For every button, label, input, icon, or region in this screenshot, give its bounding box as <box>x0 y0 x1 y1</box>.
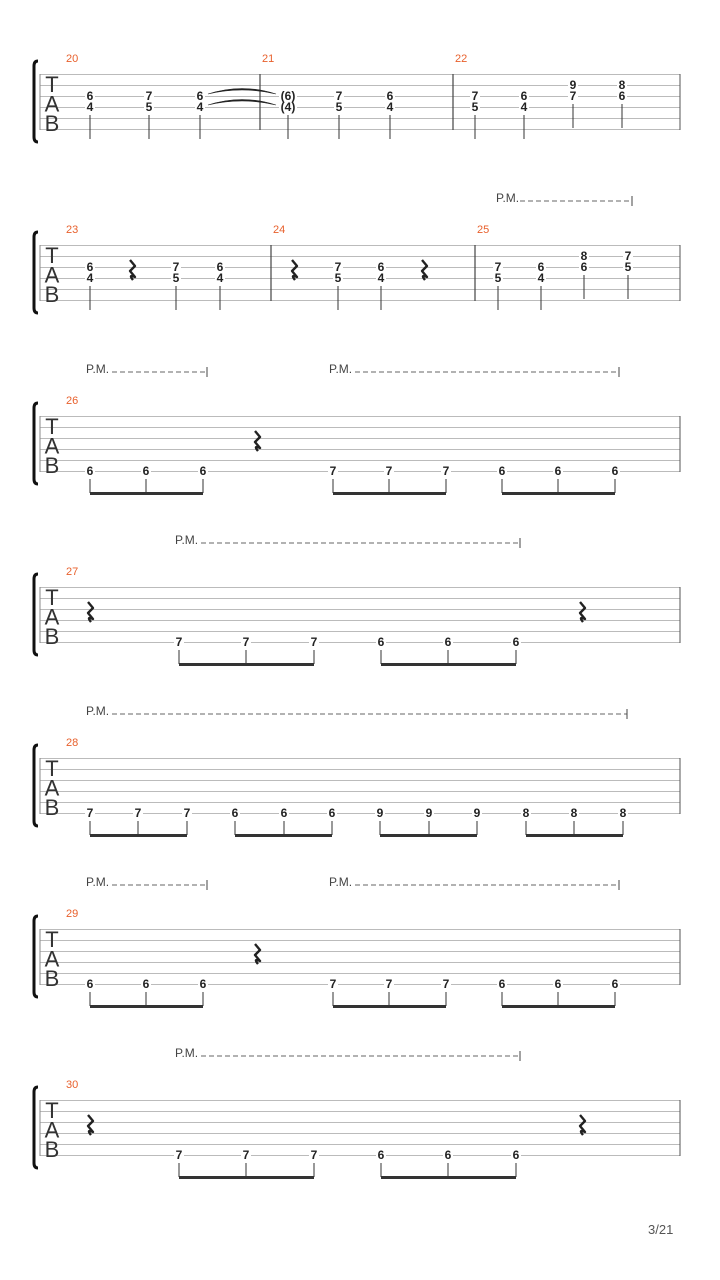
tab-clef-letter: B <box>44 1137 60 1162</box>
fret-number: 9 <box>569 78 577 92</box>
tab-clef-letter: T <box>45 243 59 268</box>
palm-mute-label: P.M. <box>329 875 353 889</box>
measure-number: 30 <box>66 1079 79 1091</box>
eighth-beam <box>333 492 446 495</box>
fret-number: 6 <box>611 464 619 478</box>
tab-clef-letter: T <box>45 585 59 610</box>
tab-clef-letter: A <box>44 1117 60 1143</box>
page-number: 3/21 <box>648 1222 674 1237</box>
system-bracket <box>34 232 38 313</box>
fret-number: 4 <box>196 100 204 114</box>
tab-clef-letter: A <box>44 604 60 630</box>
fret-number: 7 <box>334 260 342 274</box>
fret-number: 6 <box>328 806 336 820</box>
fret-number: 6 <box>86 89 94 103</box>
fret-number: 5 <box>335 100 343 114</box>
fret-number: 6 <box>86 977 94 991</box>
tab-clef-letter: T <box>45 927 59 952</box>
eighth-beam <box>380 834 477 837</box>
fret-number: 7 <box>134 806 142 820</box>
measure-number: 24 <box>273 224 286 236</box>
fret-number: 7 <box>442 977 450 991</box>
fret-number: 7 <box>494 260 502 274</box>
system-bracket <box>34 1087 38 1168</box>
fret-number: 7 <box>175 635 183 649</box>
fret-number: (4) <box>280 100 296 114</box>
fret-number: 4 <box>86 100 94 114</box>
fret-number: 7 <box>145 89 153 103</box>
eighth-beam <box>381 663 516 666</box>
eighth-beam <box>179 663 314 666</box>
fret-number: 6 <box>142 464 150 478</box>
tab-clef-letter: B <box>44 624 60 649</box>
tab-system <box>34 191 680 313</box>
eighth-beam <box>90 492 203 495</box>
fret-number: 6 <box>580 260 588 274</box>
tab-system <box>34 1046 680 1179</box>
quarter-rest-symbol <box>255 944 260 964</box>
tab-clef-letter: B <box>44 966 60 991</box>
eighth-beam <box>526 834 623 837</box>
tie-arc <box>208 89 276 95</box>
quarter-rest-symbol <box>292 260 297 280</box>
tab-clef-letter: B <box>44 795 60 820</box>
measure-number: 25 <box>477 224 490 236</box>
fret-number: 7 <box>86 806 94 820</box>
fret-number: 7 <box>310 1148 318 1162</box>
eighth-beam <box>381 1176 516 1179</box>
fret-number: 6 <box>520 89 528 103</box>
fret-number: 6 <box>444 635 452 649</box>
tab-clef-letter: T <box>45 1098 59 1123</box>
tab-clef-letter: B <box>44 282 60 307</box>
fret-number: 6 <box>512 1148 520 1162</box>
fret-number: 9 <box>425 806 433 820</box>
fret-number: 8 <box>618 78 626 92</box>
system-bracket <box>34 745 38 826</box>
fret-number: 6 <box>280 806 288 820</box>
tab-system <box>34 704 680 837</box>
fret-number: 6 <box>377 635 385 649</box>
quarter-rest-symbol <box>422 260 427 280</box>
fret-number: 7 <box>385 977 393 991</box>
fret-number: 5 <box>624 260 632 274</box>
fret-number: 8 <box>570 806 578 820</box>
eighth-beam <box>235 834 332 837</box>
measure-number: 20 <box>66 53 79 65</box>
palm-mute-label: P.M. <box>86 875 110 889</box>
fret-number: 7 <box>310 635 318 649</box>
tab-clef-letter: T <box>45 756 59 781</box>
fret-number: 7 <box>385 464 393 478</box>
fret-number: 7 <box>624 249 632 263</box>
quarter-rest-symbol <box>130 260 135 280</box>
system-bracket <box>34 61 38 142</box>
fret-number: 5 <box>145 100 153 114</box>
fret-number: 4 <box>520 100 528 114</box>
fret-number: 4 <box>216 271 224 285</box>
fret-number: 7 <box>172 260 180 274</box>
fret-number: 6 <box>611 977 619 991</box>
palm-mute-label: P.M. <box>329 362 353 376</box>
fret-number: 9 <box>473 806 481 820</box>
measure-number: 28 <box>66 737 79 749</box>
fret-number: 8 <box>580 249 588 263</box>
measure-number: 27 <box>66 566 79 578</box>
fret-number: 7 <box>471 89 479 103</box>
fret-number: 8 <box>619 806 627 820</box>
eighth-beam <box>179 1176 314 1179</box>
fret-number: 6 <box>142 977 150 991</box>
fret-number: 6 <box>231 806 239 820</box>
fret-number: 9 <box>376 806 384 820</box>
eighth-beam <box>90 834 187 837</box>
fret-number: 6 <box>537 260 545 274</box>
system-bracket <box>34 403 38 484</box>
fret-number: 6 <box>444 1148 452 1162</box>
fret-number: 6 <box>498 464 506 478</box>
tab-system <box>34 362 680 495</box>
fret-number: 8 <box>522 806 530 820</box>
fret-number: 7 <box>183 806 191 820</box>
fret-number: 7 <box>442 464 450 478</box>
fret-number: 6 <box>618 89 626 103</box>
quarter-rest-symbol <box>88 602 93 622</box>
fret-number: 6 <box>554 977 562 991</box>
fret-number: 6 <box>386 89 394 103</box>
measure-number: 23 <box>66 224 79 236</box>
palm-mute-label: P.M. <box>175 1046 199 1060</box>
palm-mute-label: P.M. <box>175 533 199 547</box>
fret-number: 7 <box>242 1148 250 1162</box>
fret-number: 4 <box>86 271 94 285</box>
fret-number: 6 <box>86 260 94 274</box>
quarter-rest-symbol <box>88 1115 93 1135</box>
fret-number: 6 <box>86 464 94 478</box>
measure-number: 29 <box>66 908 79 920</box>
tab-clef-letter: B <box>44 453 60 478</box>
eighth-beam <box>502 492 615 495</box>
fret-number: 5 <box>334 271 342 285</box>
fret-number: 4 <box>537 271 545 285</box>
fret-number: 6 <box>512 635 520 649</box>
fret-number: 6 <box>377 260 385 274</box>
fret-number: 4 <box>386 100 394 114</box>
tab-clef-letter: A <box>44 433 60 459</box>
tab-clef-letter: A <box>44 91 60 117</box>
measure-number: 26 <box>66 395 79 407</box>
system-bracket <box>34 574 38 655</box>
fret-number: 6 <box>498 977 506 991</box>
measure-number: 21 <box>262 53 275 65</box>
quarter-rest-symbol <box>580 1115 585 1135</box>
fret-number: 7 <box>329 977 337 991</box>
fret-number: 7 <box>335 89 343 103</box>
fret-number: 6 <box>199 464 207 478</box>
fret-number: 6 <box>377 1148 385 1162</box>
eighth-beam <box>333 1005 446 1008</box>
fret-number: 6 <box>199 977 207 991</box>
fret-number: 7 <box>242 635 250 649</box>
palm-mute-label: P.M. <box>86 362 110 376</box>
tab-system <box>34 533 680 666</box>
quarter-rest-symbol <box>580 602 585 622</box>
tab-clef-letter: T <box>45 414 59 439</box>
palm-mute-label: P.M. <box>496 191 520 205</box>
palm-mute-label: P.M. <box>86 704 110 718</box>
tab-clef-letter: B <box>44 111 60 136</box>
tab-system <box>34 875 680 1008</box>
tie-arc <box>208 100 276 106</box>
fret-number: 6 <box>196 89 204 103</box>
fret-number: 5 <box>172 271 180 285</box>
fret-number: 7 <box>175 1148 183 1162</box>
eighth-beam <box>90 1005 203 1008</box>
tab-clef-letter: A <box>44 946 60 972</box>
eighth-beam <box>502 1005 615 1008</box>
fret-number: 5 <box>494 271 502 285</box>
tab-clef-letter: A <box>44 262 60 288</box>
tab-system <box>34 53 680 142</box>
fret-number: 7 <box>329 464 337 478</box>
fret-number: (6) <box>280 89 296 103</box>
fret-number: 4 <box>377 271 385 285</box>
quarter-rest-symbol <box>255 431 260 451</box>
measure-number: 22 <box>455 53 468 65</box>
fret-number: 6 <box>554 464 562 478</box>
tab-clef-letter: A <box>44 775 60 801</box>
fret-number: 6 <box>216 260 224 274</box>
system-bracket <box>34 916 38 997</box>
tab-clef-letter: T <box>45 72 59 97</box>
fret-number: 7 <box>569 89 577 103</box>
fret-number: 5 <box>471 100 479 114</box>
